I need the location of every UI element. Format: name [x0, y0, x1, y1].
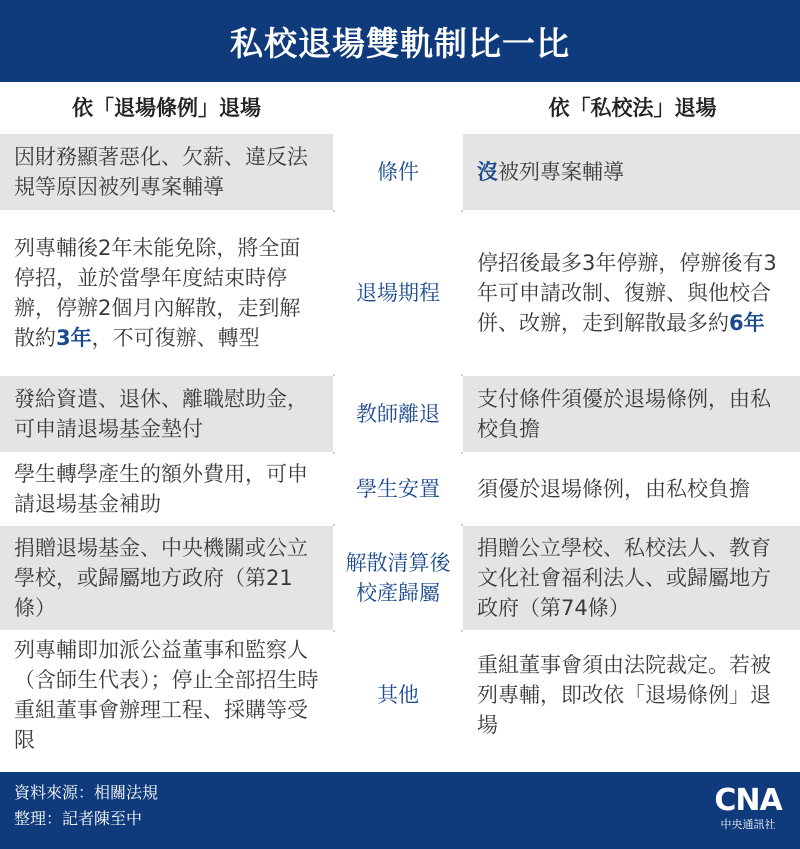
right-cell [463, 212, 800, 374]
right-cell [463, 526, 800, 630]
editor-text: 整理：記者陳至中 [14, 809, 143, 828]
cell-text: 發給資遣、退休、離職慰助金，可申請退場基金墊付 [14, 387, 308, 441]
category-label: 條件 [377, 160, 419, 184]
page-title: 私校退場雙軌制比一比 [0, 0, 800, 82]
category-cell [333, 134, 463, 210]
left-cell [0, 212, 333, 374]
category-cell [333, 376, 463, 452]
left-cell [0, 526, 333, 630]
cell-text: 列專輔後2年未能免除，將全面停招，並於當學年度結束時停辦，停辦2個月內解散，走到解散約 [14, 236, 301, 350]
category-label: 解散清算後校產歸屬 [345, 551, 451, 605]
category-label: 教師離退 [356, 402, 440, 426]
cell-text: 列專輔即加派公益董事和監察人（含師生代表）；停止全部招生時重組董事會辦理工程、採購等受限 [14, 638, 319, 752]
left-cell [0, 134, 333, 210]
category-cell [333, 632, 463, 758]
table-row [0, 212, 800, 374]
cell-text: 支付條件須優於退場條例，由私校負擔 [477, 387, 771, 441]
table-row [0, 632, 800, 758]
right-cell [463, 454, 800, 524]
left-cell [0, 454, 333, 524]
cell-text: 重組董事會須由法院裁定。若被列專輔，即改依「退場條例」退場 [477, 653, 771, 737]
right-cell [463, 632, 800, 758]
logo-mark: CNA [714, 783, 782, 818]
highlight-text: 6年 [729, 311, 765, 335]
cna-logo [708, 784, 788, 842]
table-row [0, 526, 800, 630]
source-text: 資料來源：相關法規 [14, 783, 159, 802]
right-cell [463, 376, 800, 452]
footer [0, 772, 800, 849]
category-cell [333, 526, 463, 630]
left-column-header: 依「退場條例」退場 [0, 82, 333, 134]
category-cell [333, 454, 463, 524]
table-row [0, 134, 800, 210]
cell-text: 須優於退場條例，由私校負擔 [477, 477, 750, 501]
cell-text: 捐贈公立學校、私校法人、教育文化社會福利法人、或歸屬地方政府（第74條） [477, 536, 771, 620]
highlight-text: 3年 [56, 326, 92, 350]
category-label: 其他 [377, 683, 419, 707]
cell-text: 被列專案輔導 [498, 160, 624, 184]
highlight-text: 沒 [477, 160, 498, 184]
left-cell [0, 632, 333, 758]
table-row [0, 454, 800, 524]
right-column-header: 依「私校法」退場 [463, 82, 800, 134]
right-cell [463, 134, 800, 210]
table-header-row [0, 82, 800, 134]
cell-text: ，不可復辦、轉型 [91, 326, 260, 350]
category-cell [333, 212, 463, 374]
cell-text: 因財務顯著惡化、欠薪、違反法規等原因被列專案輔導 [14, 145, 308, 199]
left-cell [0, 376, 333, 452]
logo-text: 中央通訊社 [720, 818, 776, 831]
cell-text: 捐贈退場基金、中央機關或公立學校，或歸屬地方政府（第21條） [14, 536, 308, 620]
comparison-table [0, 82, 800, 758]
category-label: 學生安置 [356, 477, 440, 501]
cell-text: 停招後最多3年停辦，停辦後有3年可申請改制、復辦、與他校合併、改辦，走到解散最多約 [477, 251, 777, 335]
category-label: 退場期程 [356, 281, 440, 305]
cell-text: 學生轉學產生的額外費用，可申請退場基金補助 [14, 462, 308, 516]
table-row [0, 376, 800, 452]
category-column-header [333, 82, 463, 134]
